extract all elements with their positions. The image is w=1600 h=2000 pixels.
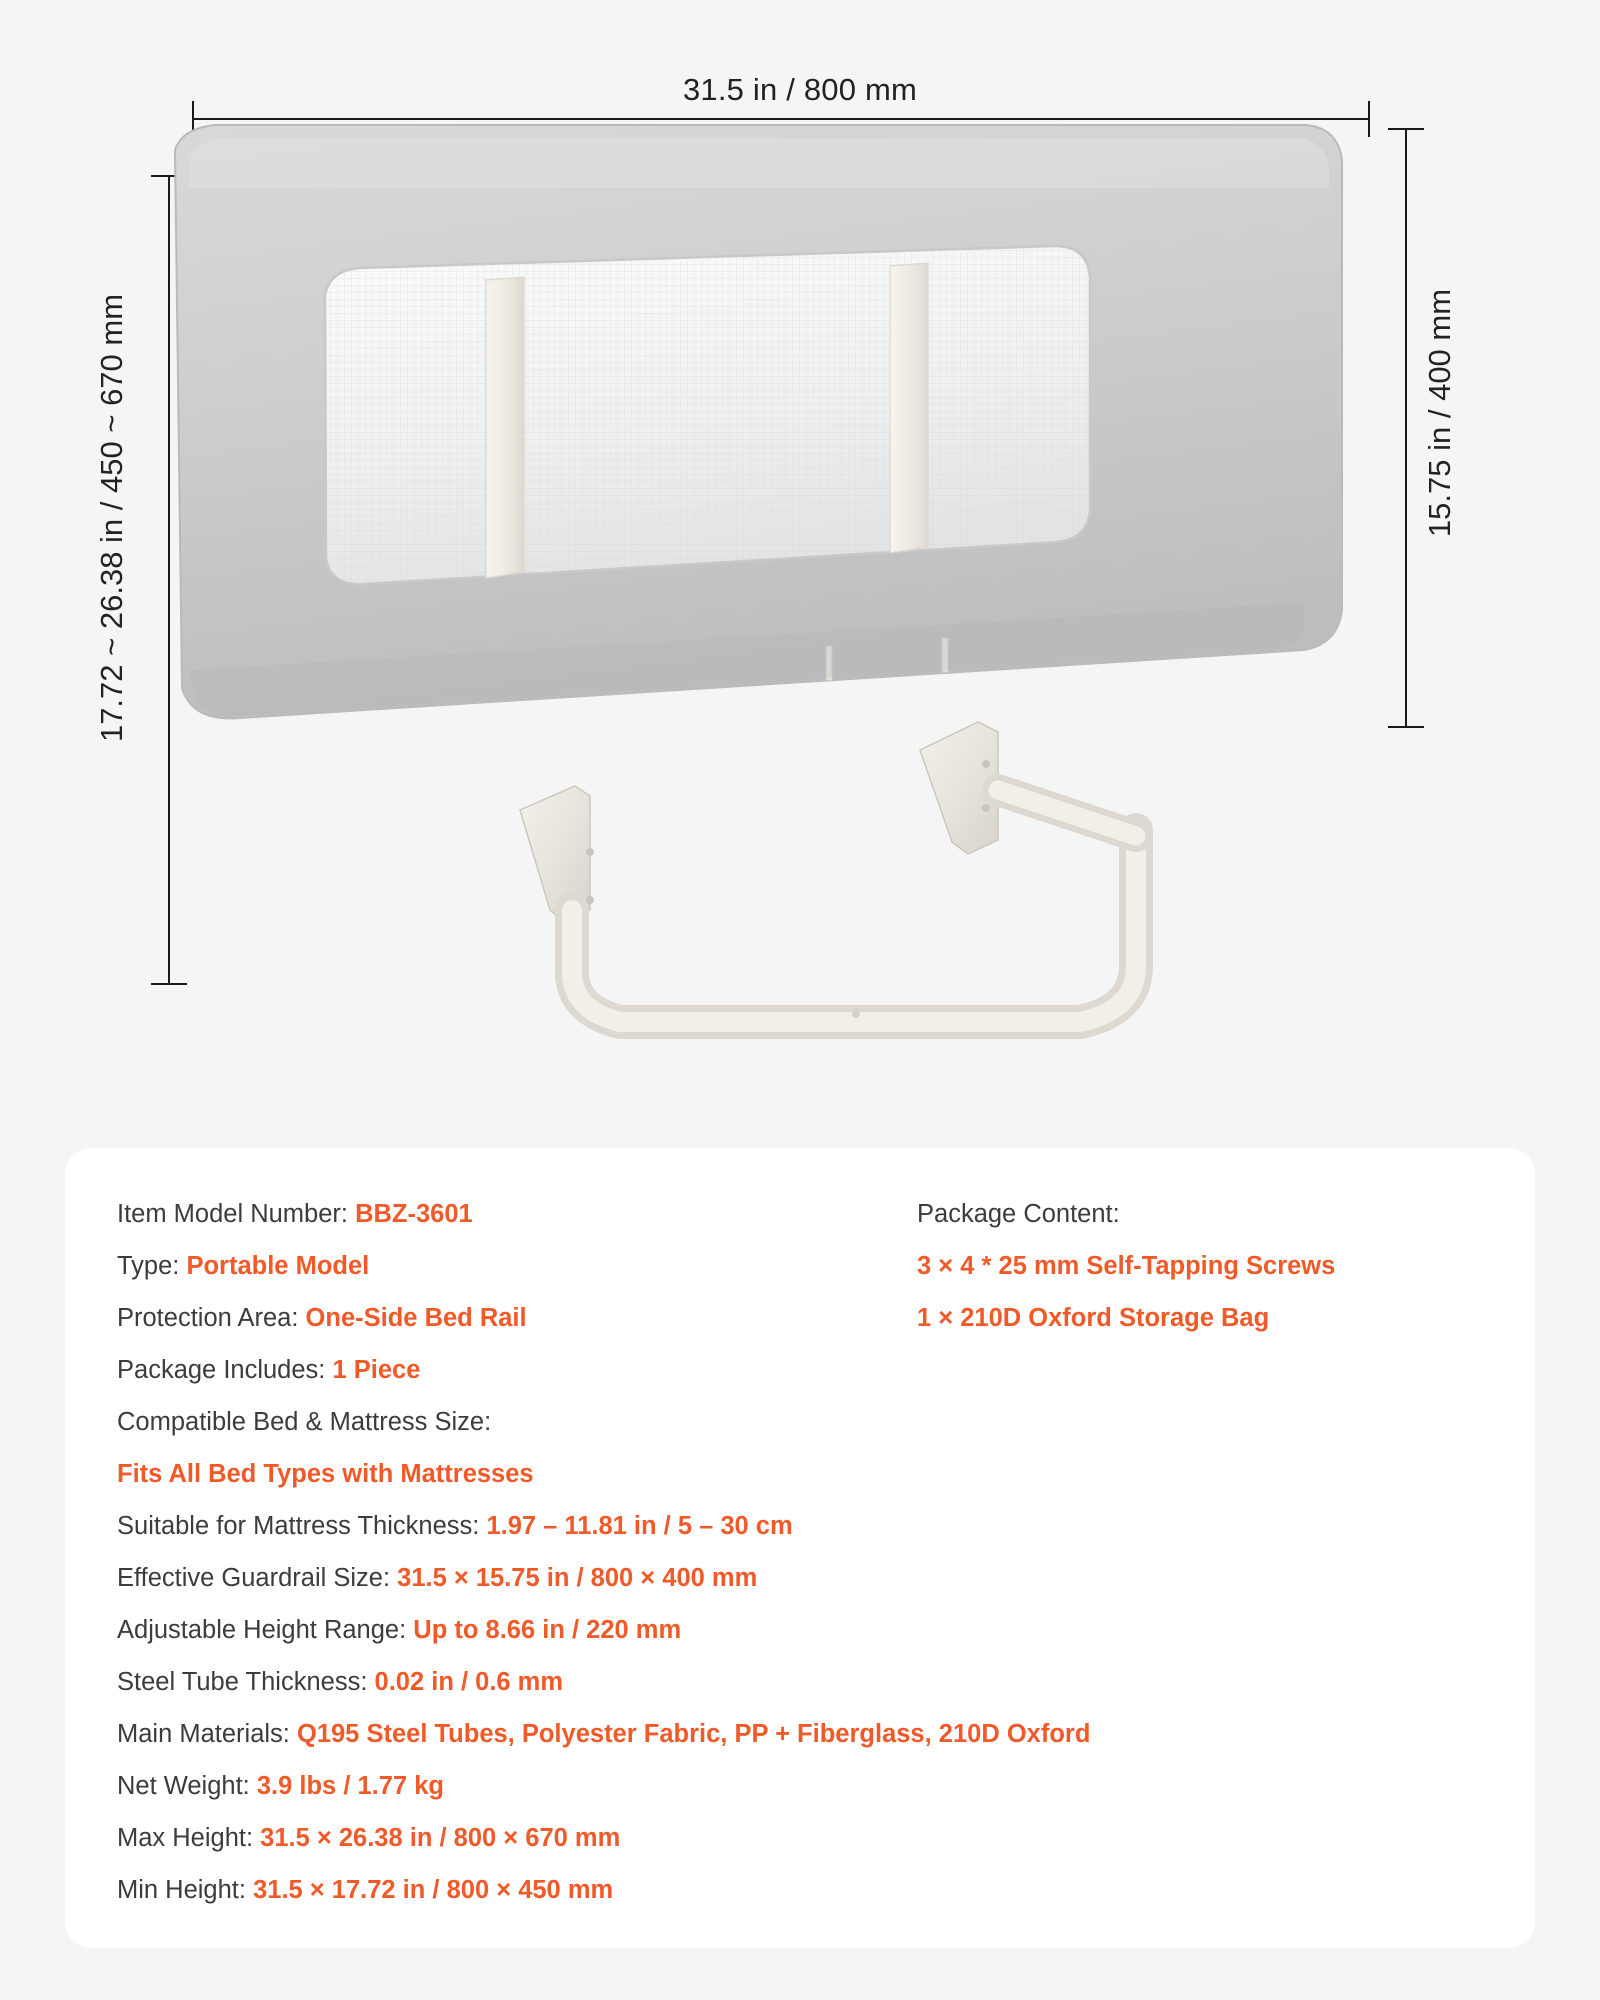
spec-label: Suitable for Mattress Thickness: [117,1512,480,1540]
spec-label: Steel Tube Thickness: [117,1668,368,1696]
spec-row-compatible-size-label: Compatible Bed & Mattress Size: [117,1408,492,1436]
spec-value: Up to 8.66 in / 220 mm [413,1616,682,1644]
dimension-label-guardrail-height: 15.75 in / 400 mm [1422,288,1457,538]
spec-row-mattress-thickness [117,1500,917,1552]
spec-label: Protection Area: [117,1304,299,1332]
spec-row-package-includes [117,1344,917,1396]
spec-value: 31.5 × 26.38 in / 800 × 670 mm [260,1824,621,1852]
spec-value: 1 Piece [332,1356,421,1384]
spec-value: Portable Model [186,1252,370,1280]
package-content-item-storage-bag: 1 × 210D Oxford Storage Bag [917,1304,1270,1332]
spec-row-min-height [117,1864,917,1916]
spec-value: 3.9 lbs / 1.77 kg [256,1772,444,1800]
spec-label: Type: [117,1252,180,1280]
spec-value: One-Side Bed Rail [305,1304,527,1332]
spec-row-protection-area [117,1292,917,1344]
spec-label: Adjustable Height Range: [117,1616,407,1644]
spec-row-model [117,1188,917,1240]
spec-label: Effective Guardrail Size: [117,1564,391,1592]
support-frame [520,722,1136,1022]
package-content-item-screws: 3 × 4 * 25 mm Self-Tapping Screws [917,1252,1336,1280]
rail-fabric-panel [175,125,1342,718]
spec-row-type [117,1240,917,1292]
spec-label: Net Weight: [117,1772,250,1800]
spec-value: 1.97 – 11.81 in / 5 – 30 cm [486,1512,793,1540]
spec-label: Package Includes: [117,1356,326,1384]
spec-value: 31.5 × 17.72 in / 800 × 450 mm [253,1876,614,1904]
dimension-label-total-height: 17.72 ~ 26.38 in / 450 ~ 670 mm [94,293,129,743]
spec-label: Item Model Number: [117,1200,348,1228]
specification-card [65,1148,1535,1948]
spec-value: Q195 Steel Tubes, Polyester Fabric, PP + Fiberglass, 210D Oxford [296,1720,1091,1748]
dimension-label-width: 31.5 in / 800 mm [682,72,918,107]
spec-row-steel-tube-thickness [117,1656,917,1708]
spec-value: 31.5 × 15.75 in / 800 × 400 mm [397,1564,758,1592]
spec-label: Max Height: [117,1824,254,1852]
spec-row-main-materials [117,1708,1091,1760]
bed-rail-illustration [120,110,1440,1100]
spec-column-right [917,1188,1477,1916]
spec-row-guardrail-size [117,1552,917,1604]
spec-row-max-height [117,1812,917,1864]
package-content-heading: Package Content: [917,1200,1120,1228]
spec-row-adjustable-height [117,1604,917,1656]
spec-value: 0.02 in / 0.6 mm [374,1668,564,1696]
spec-row-compatible-size-value: Fits All Bed Types with Mattresses [117,1460,534,1488]
spec-row-net-weight [117,1760,917,1812]
spec-value: BBZ-3601 [355,1200,473,1228]
spec-label: Min Height: [117,1876,246,1904]
spec-label: Main Materials: [117,1720,290,1748]
